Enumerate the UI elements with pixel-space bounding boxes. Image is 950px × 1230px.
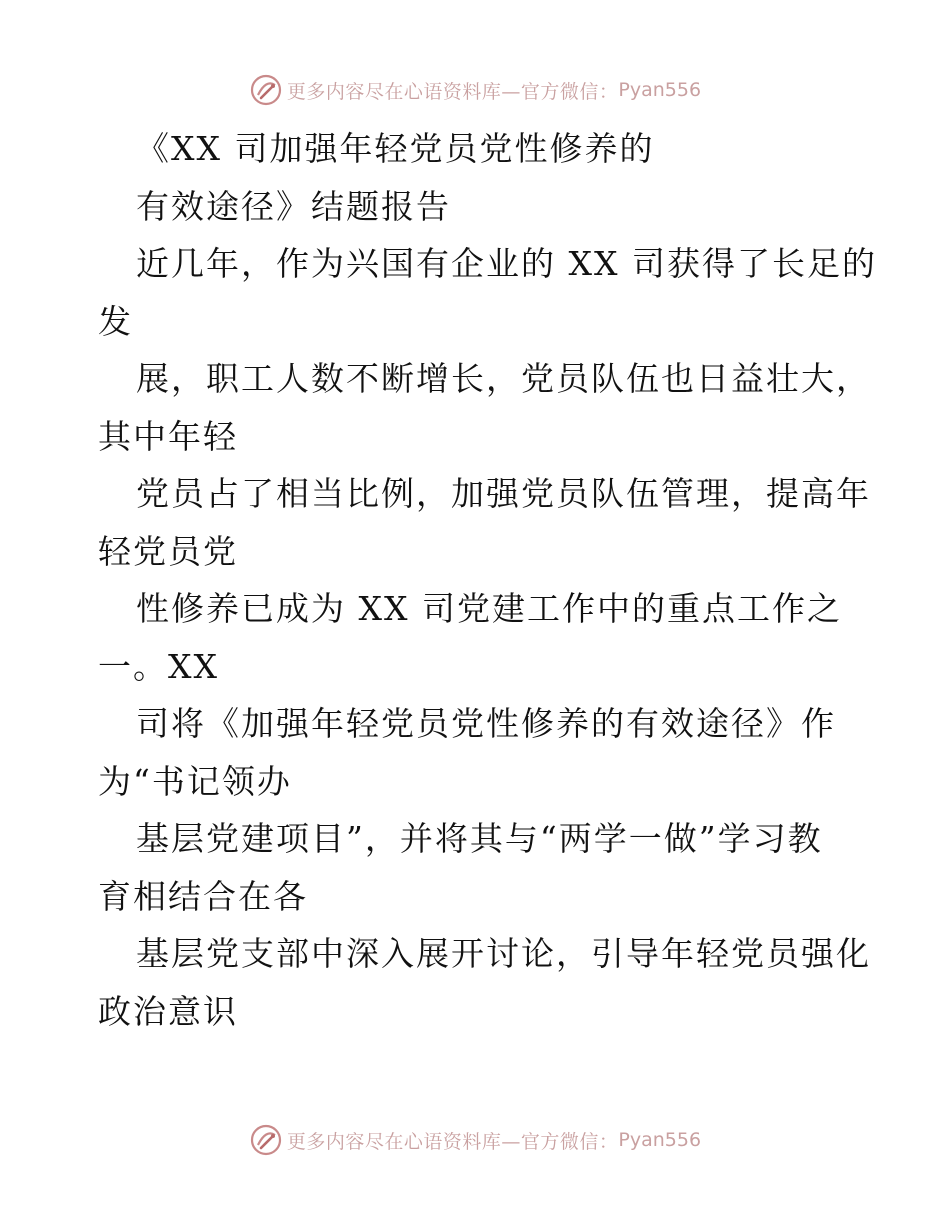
header-watermark [0, 70, 950, 110]
text-line: 为“书记领办 [98, 761, 292, 801]
text-line: 一。XX [98, 646, 219, 686]
text-line: 政治意识 [98, 991, 238, 1031]
text-line: 性修养已成为 XX 司党建工作中的重点工作之 [136, 589, 842, 628]
text-line: 发 [98, 301, 133, 341]
text-line: 育相结合在各 [98, 876, 308, 916]
promo-text: 更多内容尽在心语资料库—官方微信： [286, 1130, 619, 1153]
text-line: 党员占了相当比例，加强党员队伍管理，提高年 [136, 474, 871, 513]
brand-logo-icon [249, 73, 283, 107]
text-line: 展，职工人数不断增长，党员队伍也日益壮大， [136, 359, 871, 398]
brand-logo-icon [249, 1123, 283, 1157]
text-line: 司将《加强年轻党员党性修养的有效途径》作 [136, 704, 836, 743]
text-line: 基层党建项目”，并将其与“两学一做”学习教 [136, 819, 823, 858]
text-line: 《XX 司加强年轻党员党性修养的 [136, 129, 655, 168]
wechat-id: Pyan556 [618, 79, 702, 101]
text-line: 轻党员党 [98, 531, 238, 571]
text-line: 有效途径》结题报告 [136, 186, 451, 226]
wechat-id: Pyan556 [618, 1129, 702, 1151]
text-line: 近几年，作为兴国有企业的 XX 司获得了长足的 [136, 244, 877, 283]
text-line: 基层党支部中深入展开讨论，引导年轻党员强化 [136, 934, 871, 973]
text-line: 其中年轻 [98, 416, 238, 456]
document-body [98, 120, 877, 1040]
footer-watermark [0, 1120, 950, 1160]
promo-text: 更多内容尽在心语资料库—官方微信： [286, 80, 619, 103]
